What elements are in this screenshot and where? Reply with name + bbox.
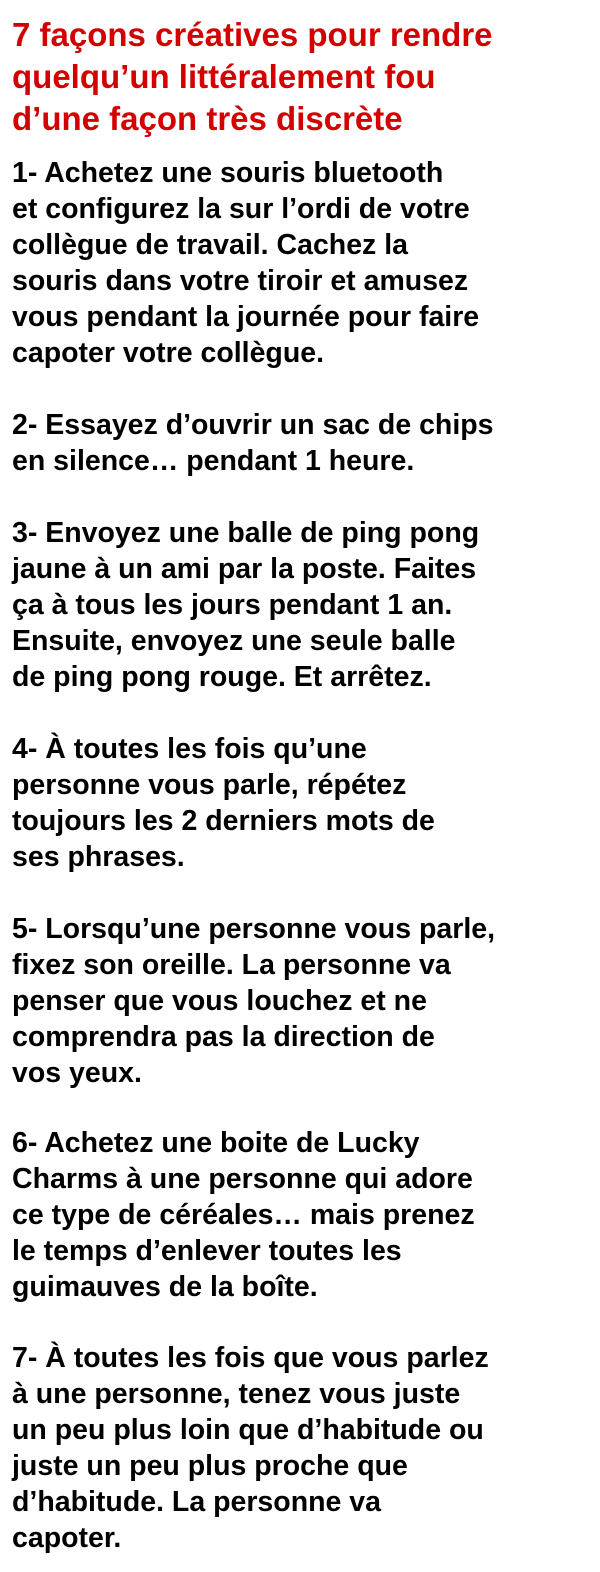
title-line: d’une façon très discrète <box>12 100 403 137</box>
tip-line: capoter votre collègue. <box>12 337 325 369</box>
tip-line: Charms à une personne qui adore <box>12 1163 473 1195</box>
tip-line: de ping pong rouge. Et arrêtez. <box>12 661 432 693</box>
tip-4 <box>12 731 596 875</box>
tip-line: ce type de céréales… mais prenez <box>12 1199 475 1231</box>
tip-line: penser que vous louchez et ne <box>12 985 427 1017</box>
tip-line: d’habitude. La personne va <box>12 1486 381 1518</box>
tip-line: personne vous parle, répétez <box>12 769 407 801</box>
tip-5 <box>12 911 596 1091</box>
tip-line: ça à tous les jours pendant 1 an. <box>12 589 453 621</box>
tip-line: 6- Achetez une boite de Lucky <box>12 1127 420 1159</box>
tip-3 <box>12 515 596 695</box>
tip-6 <box>12 1125 596 1305</box>
tip-line: juste un peu plus proche que <box>12 1450 408 1482</box>
page-title <box>12 14 596 140</box>
tip-line: souris dans votre tiroir et amusez <box>12 265 469 297</box>
tip-line: comprendra pas la direction de <box>12 1021 435 1053</box>
tip-line: un peu plus loin que d’habitude ou <box>12 1414 484 1446</box>
tip-2 <box>12 407 596 479</box>
tip-line: le temps d’enlever toutes les <box>12 1235 402 1267</box>
tip-line: vos yeux. <box>12 1057 142 1089</box>
tip-line: 5- Lorsqu’une personne vous parle, <box>12 913 496 945</box>
tip-line: jaune à un ami par la poste. Faites <box>12 553 477 585</box>
tip-line: en silence… pendant 1 heure. <box>12 445 415 477</box>
tip-line: à une personne, tenez vous juste <box>12 1378 461 1410</box>
tip-line: Ensuite, envoyez une seule balle <box>12 625 456 657</box>
tip-line: 2- Essayez d’ouvrir un sac de chips <box>12 409 494 441</box>
tip-line: ses phrases. <box>12 841 185 873</box>
tip-line: et configurez la sur l’ordi de votre <box>12 193 470 225</box>
title-line: quelqu’un littéralement fou <box>12 58 436 95</box>
tip-line: 1- Achetez une souris bluetooth <box>12 157 444 189</box>
tip-line: 4- À toutes les fois qu’une <box>12 733 367 765</box>
tip-line: vous pendant la journée pour faire <box>12 301 480 333</box>
tip-line: capoter. <box>12 1522 122 1554</box>
tip-1 <box>12 155 596 371</box>
tip-line: 7- À toutes les fois que vous parlez <box>12 1342 489 1374</box>
tip-line: toujours les 2 derniers mots de <box>12 805 435 837</box>
tip-line: guimauves de la boîte. <box>12 1271 318 1303</box>
tip-7 <box>12 1340 596 1556</box>
tip-line: fixez son oreille. La personne va <box>12 949 451 981</box>
title-line: 7 façons créatives pour rendre <box>12 16 493 53</box>
tip-line: 3- Envoyez une balle de ping pong <box>12 517 480 549</box>
tip-line: collègue de travail. Cachez la <box>12 229 408 261</box>
